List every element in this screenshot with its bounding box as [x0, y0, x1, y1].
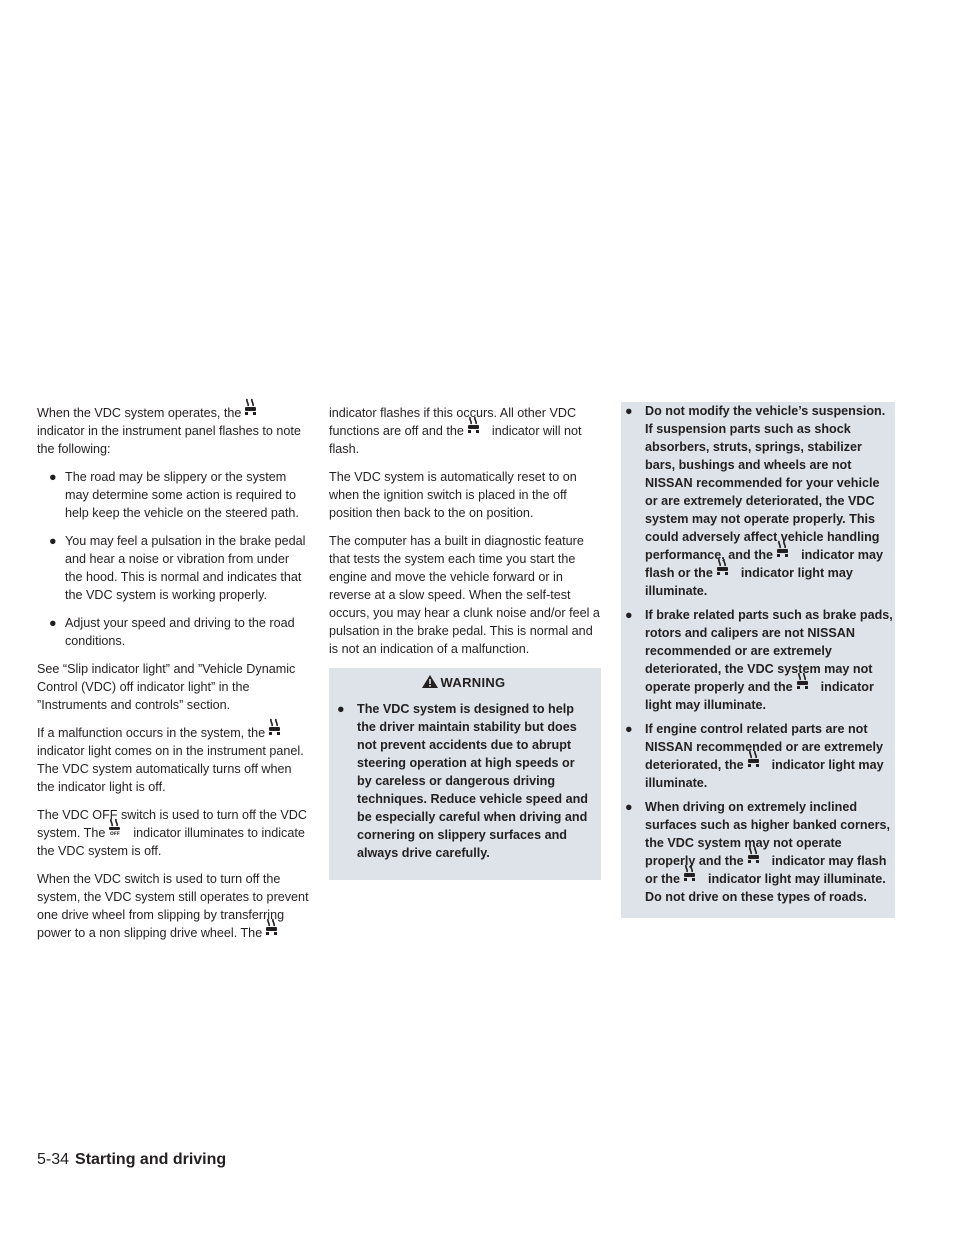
- warning-item: ● If brake related parts such as brake pads, rotors and calipers are not NISSAN recommended or are extremely deteriorated, the VDC system may not operate properly and the indicator light may illuminate.: [625, 608, 893, 712]
- list-item: ● Adjust your speed and driving to the road conditions.: [49, 616, 295, 648]
- slip-indicator-icon: [267, 724, 289, 738]
- warning-heading: WARNING: [335, 674, 591, 692]
- paragraph: When the VDC system operates, the indicator in the instrument panel flashes to note the following:: [37, 404, 309, 458]
- svg-text:OFF: OFF: [110, 832, 121, 836]
- paragraph: indicator flashes if this occurs. All other VDC functions are off and the indicator will not flash.: [329, 406, 582, 456]
- vdc-off-indicator-icon: [107, 824, 129, 838]
- slip-indicator-icon: [466, 422, 488, 436]
- slip-indicator-icon: [795, 678, 817, 692]
- list-item: ● You may feel a pulsation in the brake pedal and hear a noise or vibration from under the hood. This is normal and indicates that the VDC system is working properly.: [49, 534, 306, 602]
- paragraph: The VDC OFF switch is used to turn off the VDC system. The OFF indicator illuminates to indicate the VDC system is off.: [37, 808, 307, 858]
- warning-item: ● Do not modify the vehicle’s suspension. If suspension parts such as shock absorbers, struts, springs, stabilizer bars, bushings and wheels are not NISSAN recommended for your vehicle or are extremely deteriorated, the VDC system may not operate properly. This could adversely affect vehicle handling performance, and the indicator may flash or the indicator light may illuminate.: [625, 404, 886, 598]
- list-item: ● The road may be slippery or the system may determine some action is required to help keep the vehicle on the steered path.: [49, 470, 299, 520]
- left-column: [37, 404, 309, 952]
- right-column-warning: [621, 402, 895, 918]
- warning-triangle-icon: [421, 675, 441, 690]
- warning-box: [329, 668, 601, 880]
- paragraph: The VDC system is automatically reset to on when the ignition switch is placed in the off position then back to the on position.: [329, 470, 577, 520]
- slip-indicator-icon: [243, 404, 265, 418]
- paragraph: If a malfunction occurs in the system, the indicator light comes on in the instrument panel. The VDC system automatically turns off when the indicator light is off.: [37, 724, 309, 796]
- paragraph: See “Slip indicator light” and ”Vehicle Dynamic Control (VDC) off indicator light” in the ”Instruments and controls” section.: [37, 662, 296, 712]
- slip-indicator-icon: [715, 564, 737, 578]
- warning-item: ● The VDC system is designed to help the driver maintain stability but does not prevent accidents due to abrupt steering operation at high speeds or by careless or dangerous driving techniques. Reduce vehicle speed and be especially careful when driving and cornering on slippery surfaces and always drive carefully.: [337, 702, 588, 860]
- slip-indicator-icon: [682, 870, 704, 884]
- page-number: 5-34: [37, 1151, 70, 1168]
- slip-indicator-icon: [264, 924, 286, 938]
- page-footer: [37, 1151, 226, 1169]
- warning-item: ● When driving on extremely inclined surfaces such as higher banked corners, the VDC system may not operate properly and the indicator may flash or the indicator light may illuminate. Do not drive on these types of roads.: [625, 800, 890, 904]
- slip-indicator-icon: [746, 852, 768, 866]
- slip-indicator-icon: [746, 756, 768, 770]
- warning-item: ● If engine control related parts are not NISSAN recommended or are extremely deteriorated, the indicator light may illuminate.: [625, 722, 884, 790]
- slip-indicator-icon: [775, 546, 797, 560]
- paragraph: When the VDC switch is used to turn off the system, the VDC system still operates to prevent one drive wheel from slipping by transferring power to a non slipping drive wheel. The: [37, 872, 309, 940]
- middle-column: [329, 404, 601, 880]
- paragraph: The computer has a built in diagnostic feature that tests the system each time you start the engine and move the vehicle forward or in reverse at a slow speed. When the self-test occurs, you may hear a clunk noise and/or feel a pulsation in the brake pedal. This is normal and is not an indication of a malfunction.: [329, 534, 600, 656]
- section-title: Starting and driving: [75, 1151, 227, 1168]
